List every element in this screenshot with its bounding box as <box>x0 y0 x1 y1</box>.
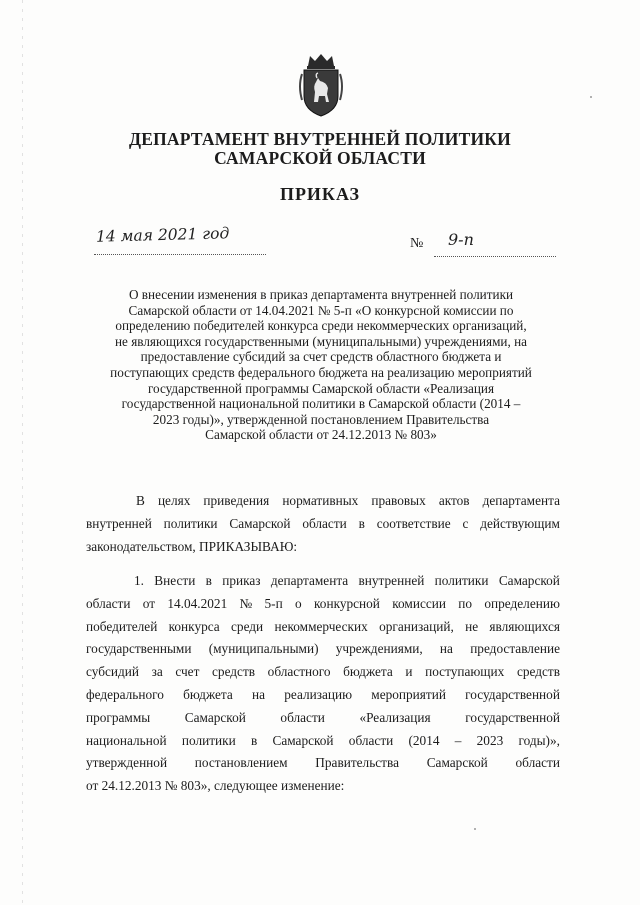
word: программы <box>86 709 151 725</box>
word: актов <box>438 493 470 508</box>
subject-line: Самарской области от 14.04.2021 № 5-п «О конкурсной комиссии по <box>128 302 514 318</box>
word: победителей <box>86 618 158 634</box>
scan-speck <box>474 828 476 830</box>
word: национальной <box>86 732 167 748</box>
word: комиссии <box>392 595 446 611</box>
subject-line: Самарской области от 24.12.2013 № 803» <box>205 427 437 443</box>
word: действующим <box>480 515 560 531</box>
word: Самарской <box>229 515 291 531</box>
body-line <box>86 638 560 661</box>
word: департамента <box>270 573 349 588</box>
body-line <box>86 570 560 593</box>
word: правовых <box>371 493 426 508</box>
word: утвержденной <box>86 755 168 771</box>
word: конкурса <box>168 618 220 634</box>
word: реализацию <box>284 686 353 702</box>
word: «Реализация <box>359 709 431 725</box>
word: В <box>136 493 145 508</box>
word: государственной <box>465 686 560 702</box>
subject-line: О внесении изменения в приказ департамента внутренней политики <box>128 287 514 302</box>
word: некоммерческих <box>274 618 368 634</box>
word: конкурсной <box>314 595 380 611</box>
word: федерального <box>86 686 164 702</box>
word: – <box>454 732 462 748</box>
clause-1-paragraph <box>86 570 560 798</box>
word: политики <box>181 732 236 748</box>
word: целях <box>157 493 191 508</box>
word: за <box>151 664 163 680</box>
word: области <box>86 595 131 611</box>
body-line <box>86 513 560 536</box>
word: департамента <box>482 493 560 508</box>
department-name <box>100 130 540 168</box>
handwritten-date: 14 мая 2021 год <box>95 224 230 246</box>
body-line: от 24.12.2013 № 803», следующее изменение: <box>86 778 345 794</box>
word: в <box>250 732 258 748</box>
word: средств <box>212 664 256 680</box>
word: области <box>348 732 394 748</box>
word: 5-п <box>264 595 283 611</box>
body-line <box>86 490 560 513</box>
body-line <box>86 684 560 707</box>
word: организаций, <box>379 618 454 634</box>
body-line <box>86 593 560 616</box>
subject-line: 2023 годы)», утвержденной постановлением Правительства <box>152 411 490 427</box>
word: мероприятий <box>371 686 446 702</box>
word: с <box>462 515 469 531</box>
word: государственными <box>86 641 192 657</box>
word: 1. <box>134 573 144 588</box>
number-label: № <box>410 236 424 251</box>
word: внутренней <box>86 515 152 531</box>
handwritten-number: 9-п <box>448 230 474 249</box>
word: Самарской <box>426 755 488 771</box>
word: Самарской <box>272 732 334 748</box>
word: предоставление <box>470 641 560 657</box>
word: государственной <box>465 709 560 725</box>
word: (муниципальными) <box>208 641 319 657</box>
body-line <box>86 707 560 730</box>
subject-line: государственной национальной политики в Самарской области (2014 – <box>121 396 521 412</box>
word: о <box>295 595 302 611</box>
word: поступающих <box>425 664 505 680</box>
order-subject <box>96 287 546 443</box>
word: субсидий <box>86 664 139 680</box>
word: учреждениями, <box>335 641 423 657</box>
word: Самарской <box>498 573 560 588</box>
word: области <box>280 709 325 725</box>
word: определению <box>484 595 560 611</box>
word: бюджета <box>183 686 233 702</box>
scan-edge-artifact <box>22 0 23 905</box>
word: являющихся <box>489 618 560 634</box>
subject-line: не являющихся государственными (муниципальными) учреждениями, на <box>115 333 527 349</box>
word: счет <box>175 664 200 680</box>
word: нормативных <box>282 493 359 508</box>
body-line <box>86 616 560 639</box>
word: 14.04.2021 <box>167 595 228 611</box>
word: политики <box>163 515 218 531</box>
subject-line: поступающих средств федерального бюджета на реализацию мероприятий <box>110 364 532 380</box>
subject-line: определению победителей конкурса среди некоммерческих организаций, <box>115 318 527 334</box>
word: политики <box>434 573 489 588</box>
word: 2023 <box>476 732 504 748</box>
word: области <box>515 755 560 771</box>
word: по <box>458 595 473 611</box>
word: приведения <box>203 493 270 508</box>
word: приказ <box>222 573 261 588</box>
scan-speck <box>590 96 592 98</box>
word: бюджета <box>343 664 393 680</box>
word: и <box>405 664 413 680</box>
word: Внести <box>154 573 196 588</box>
body-line <box>86 661 560 684</box>
word: Правительства <box>315 755 399 771</box>
word: соответствие <box>376 515 451 531</box>
subject-line: государственной программы Самарской области «Реализация <box>147 380 495 396</box>
word: годы)», <box>518 732 560 748</box>
word: на <box>251 686 265 702</box>
word: постановлением <box>194 755 288 771</box>
word: (2014 <box>408 732 440 748</box>
document-type: ПРИКАЗ <box>279 184 361 204</box>
subject-line: предоставление субсидий за счет средств областного бюджета и <box>140 349 502 365</box>
word: областного <box>267 664 331 680</box>
word: области <box>302 515 347 531</box>
word: средств <box>516 664 560 680</box>
word: внутренней <box>358 573 425 588</box>
word: в <box>358 515 365 531</box>
word: в <box>205 573 212 588</box>
preamble-paragraph <box>86 490 560 558</box>
word: от <box>142 595 156 611</box>
department-name-line1: ДЕПАРТАМЕНТ ВНУТРЕННЕЙ ПОЛИТИКИ <box>129 129 511 149</box>
body-line <box>86 752 560 775</box>
word: Самарской <box>184 709 246 725</box>
word: среди <box>231 618 264 634</box>
department-name-line2: САМАРСКОЙ ОБЛАСТИ <box>214 148 426 168</box>
body-line: законодательством, ПРИКАЗЫВАЮ: <box>86 538 298 554</box>
word: не <box>465 618 479 634</box>
word: № <box>239 595 253 611</box>
word: на <box>439 641 453 657</box>
body-line <box>86 730 560 753</box>
samara-oblast-coat-of-arms-icon <box>296 52 346 118</box>
